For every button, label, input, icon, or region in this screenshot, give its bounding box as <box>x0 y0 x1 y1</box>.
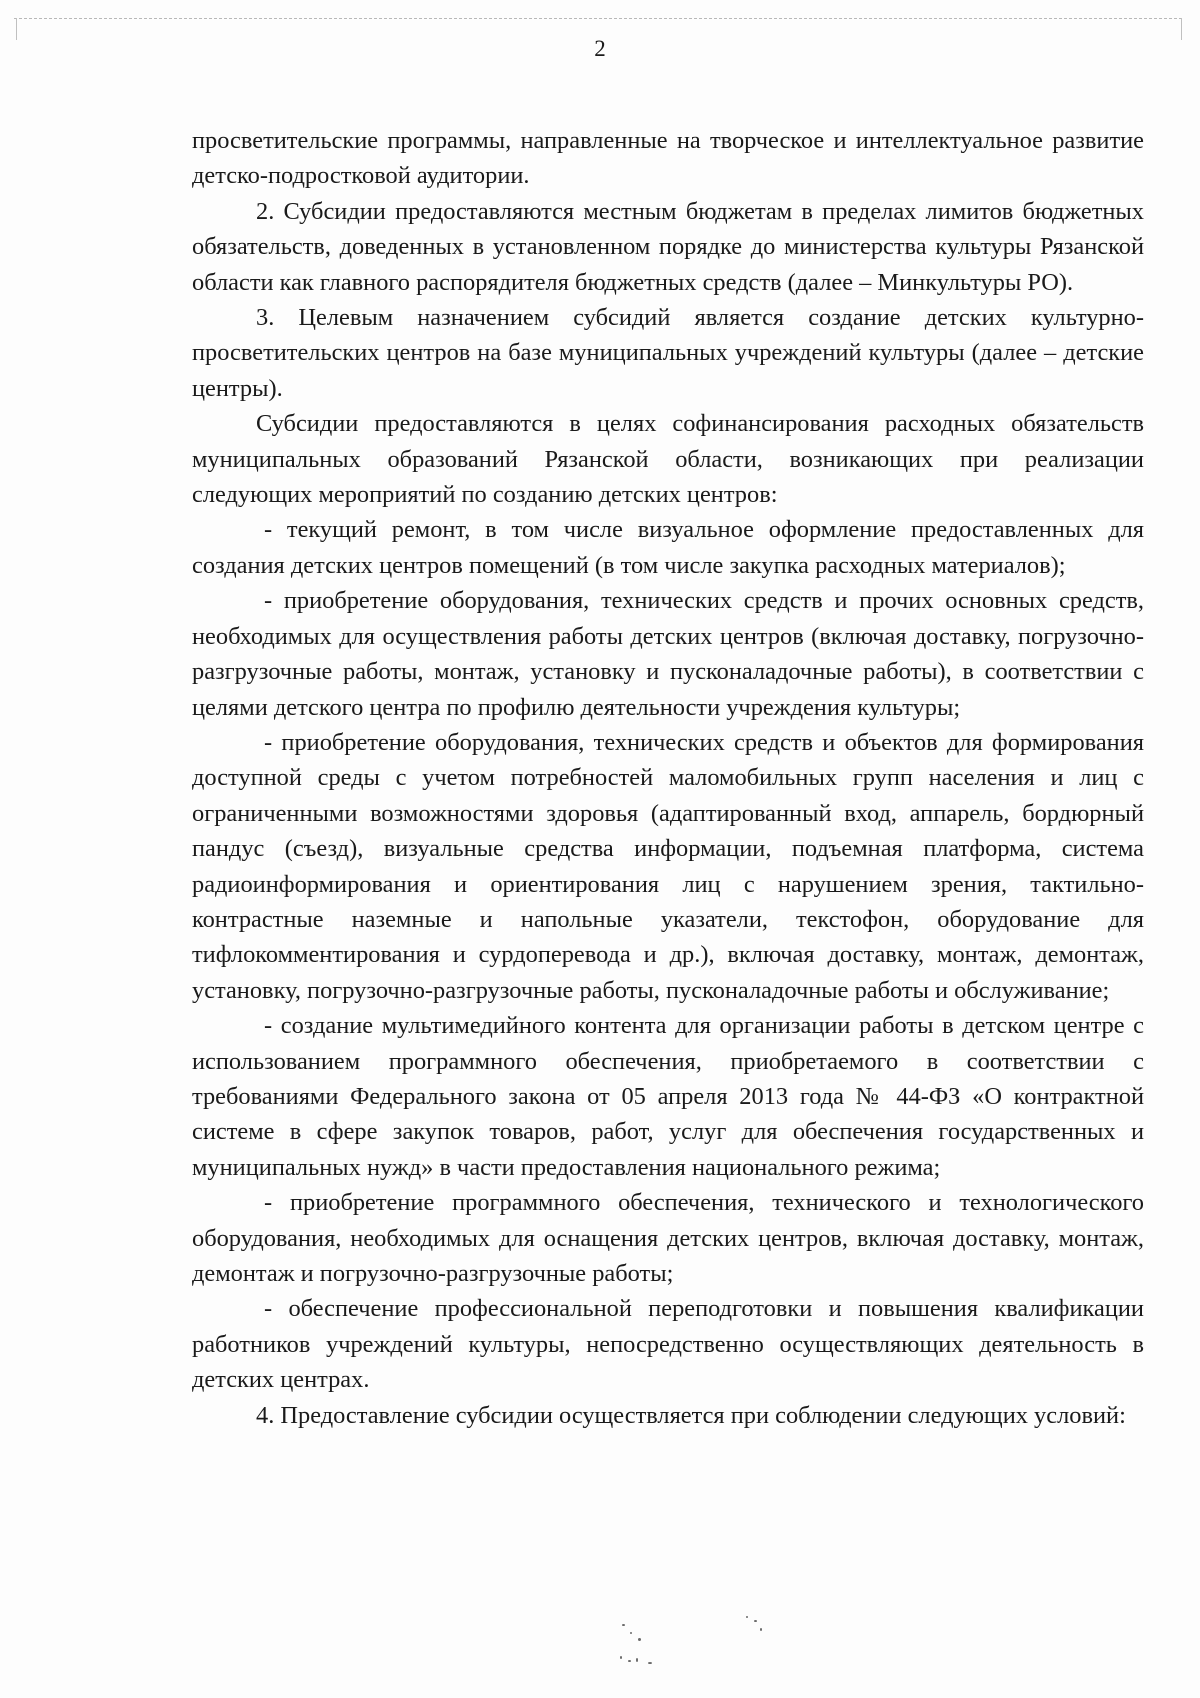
paragraph-continuation: просветительские программы, направленные на творческое и интеллектуальное развитие детско-подростковой аудитории. <box>192 127 1144 190</box>
list-item-equipment: - приобретение оборудования, технических средств и прочих основных средств, необходимых для осуществления работы детских центров (включая доставку, погрузочно-разгрузочные работы, монтаж, установку и пусконаладочные работы), в соответствии с целями детского центра по профилю деятельности учреждения культуры; <box>192 587 1144 721</box>
document-body <box>192 123 1144 1433</box>
list-item-training: - обеспечение профессиональной переподготовки и повышения квалификации работников учреждений культуры, непосредственно осуществляющих деятельность в детских центрах. <box>192 1295 1144 1394</box>
scan-specks <box>560 1608 820 1678</box>
paragraph-purpose: Субсидии предоставляются в целях софинансирования расходных обязательств муниципальных образований Рязанской области, возникающих при реализации следующих мероприятий по созданию детских центров: <box>192 410 1144 509</box>
list-item-software: - приобретение программного обеспечения, технического и технологического оборудования, необходимых для оснащения детских центров, включая доставку, монтаж, демонтаж и погрузочно-разгрузочные работы; <box>192 1189 1144 1287</box>
scan-border-top <box>14 18 1182 19</box>
list-item-accessibility: - приобретение оборудования, технических средств и объектов для формирования доступной среды с учетом потребностей маломобильных групп населения и лиц с ограниченными возможностями здоровья (адаптированный вход, аппарель, бордюрный пандус (съезд), визуальные средства информации, подъемная платформа, система радиоинформирования и ориентирования лиц с нарушением зрения, тактильно-контрастные наземные и напольные указатели, текстофон, оборудование для тифлокомментирования и сурдоперевода и др.), включая доставку, монтаж, демонтаж, установку, погрузочно-разгрузочные работы, пусконаладочные работы и обслуживание; <box>192 728 1144 1004</box>
list-item-repair: - текущий ремонт, в том числе визуальное оформление предоставленных для создания детских центров помещений (в том числе закупка расходных материалов); <box>192 516 1144 579</box>
paragraph-clause-3: 3. Целевым назначением субсидий является создание детских культурно-просветительских центров на базе муниципальных учреждений культуры (далее – детские центры). <box>192 304 1144 402</box>
paragraph-clause-4: 4. Предоставление субсидии осуществляется при соблюдении следующих условий: <box>256 1401 1126 1429</box>
page-number: 2 <box>594 36 606 61</box>
list-item-multimedia: - создание мультимедийного контента для организации работы в детском центре с использованием программного обеспечения, приобретаемого в соответствии с требованиями Федерального закона от 05 апреля 2013 года № 44-ФЗ «О контрактной системе в сфере закупок товаров, работ, услуг для обеспечения государственных и муниципальных нужд» в части предоставления национального режима; <box>192 1012 1144 1181</box>
paragraph-clause-2: 2. Субсидии предоставляются местным бюджетам в пределах лимитов бюджетных обязательств, доведенных в установленном порядке до министерства культуры Рязанской области как главного распорядителя бюджетных средств (далее – Минкультуры РО). <box>192 197 1144 296</box>
